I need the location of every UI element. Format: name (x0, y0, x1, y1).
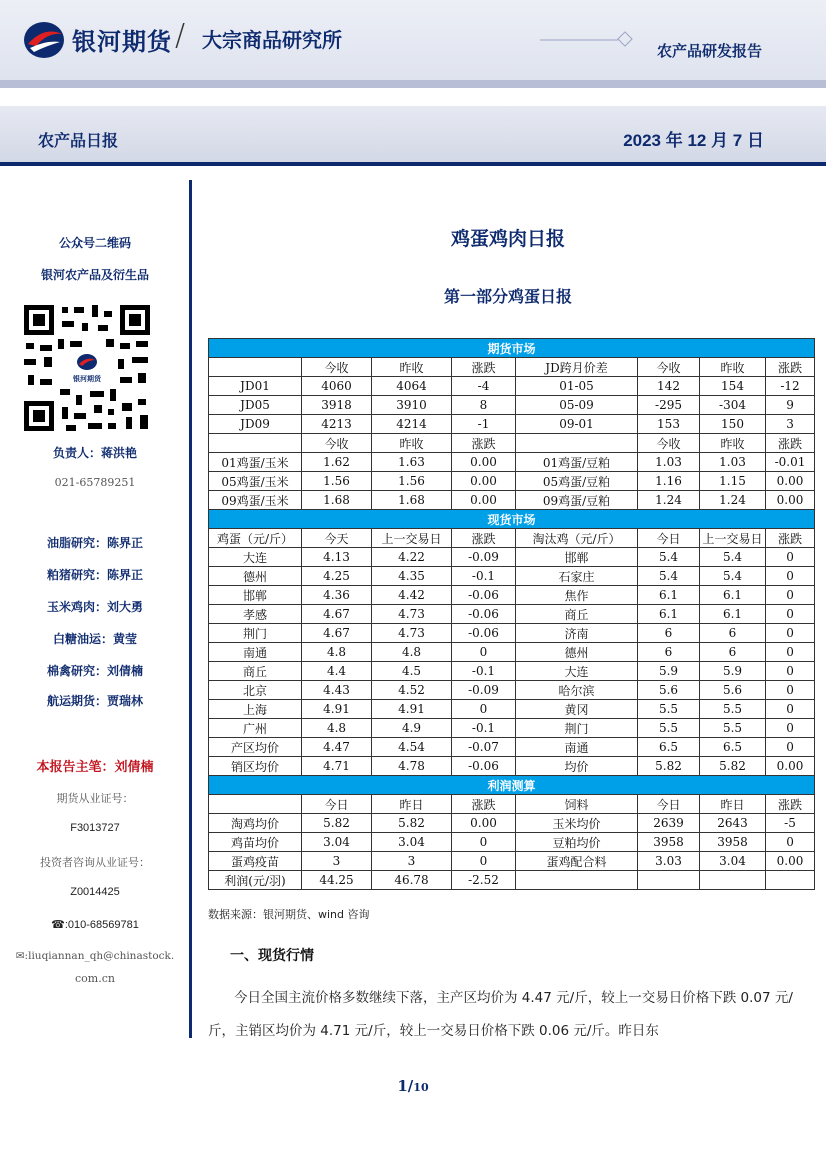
table-cell: 4.43 (302, 681, 372, 700)
table-cell: 6 (638, 643, 700, 662)
table-row (209, 453, 815, 472)
email-line-1: ✉:liuqiannan_qh@chinastock. (15, 950, 175, 962)
researcher-shipping-futures: 航运期货：贾瑞林 (46, 694, 143, 708)
table-cell: 邯郸 (516, 548, 638, 567)
table-cell: 南通 (209, 643, 302, 662)
table-cell: 0 (452, 643, 516, 662)
qr-subtitle: 银河农产品及衍生品 (40, 268, 149, 282)
table-cell: 6.1 (638, 586, 700, 605)
table-cell: 3.04 (372, 833, 452, 852)
researcher-sugar-shipping: 白糖油运：黄莹 (52, 632, 137, 646)
table-cell: 1.24 (700, 491, 766, 510)
table-cell: -0.01 (766, 453, 815, 472)
license-number: F3013727 (70, 822, 120, 834)
table-row (209, 548, 815, 567)
researcher-meal-hog: 粕猪研究：陈界正 (46, 568, 143, 582)
advisor-license-number: Z0014425 (70, 886, 120, 898)
table-cell: 济南 (516, 624, 638, 643)
table-cell: 05-09 (516, 396, 638, 415)
table-cell: 09鸡蛋/豆粕 (516, 491, 638, 510)
table-cell: 涨跌 (452, 434, 516, 453)
table-cell: 黄冈 (516, 700, 638, 719)
table-cell: 南通 (516, 738, 638, 757)
company-name: 银河期货 (72, 28, 172, 56)
table-row (209, 567, 815, 586)
table-row (209, 833, 815, 852)
table-cell: 1.62 (302, 453, 372, 472)
page-total: 10 (413, 1081, 429, 1094)
qr-code-icon (22, 303, 152, 433)
researcher-corn-chicken: 玉米鸡肉：刘大勇 (46, 600, 143, 614)
table-cell: 4060 (302, 377, 372, 396)
table-cell: 1.24 (638, 491, 700, 510)
table-cell: 涨跌 (452, 358, 516, 377)
table-row (209, 415, 815, 434)
table-row (209, 738, 815, 757)
table-cell: -0.09 (452, 548, 516, 567)
table-cell: 涨跌 (766, 795, 815, 814)
table-cell: 4.5 (372, 662, 452, 681)
table-cell: 今收 (302, 358, 372, 377)
table-cell: 涨跌 (766, 358, 815, 377)
table-cell: 上一交易日 (372, 529, 452, 548)
table-section-header: 现货市场 (209, 510, 815, 529)
table-cell: 0.00 (452, 453, 516, 472)
table-cell: 商丘 (209, 662, 302, 681)
table-cell: 今收 (638, 434, 700, 453)
table-cell: -4 (452, 377, 516, 396)
report-author: 本报告主笔：刘倩楠 (36, 760, 154, 775)
table-cell: 1.03 (700, 453, 766, 472)
table-cell: 北京 (209, 681, 302, 700)
table-cell: -0.06 (452, 624, 516, 643)
table-cell: 4.73 (372, 624, 452, 643)
data-source: 数据来源：银河期货、wind 咨询 (208, 908, 370, 921)
table-cell: 0 (766, 567, 815, 586)
table-cell: -295 (638, 396, 700, 415)
logo-divider: / (175, 18, 186, 53)
table-cell: 蛋鸡配合料 (516, 852, 638, 871)
table-cell: 1.15 (700, 472, 766, 491)
table-section-row (209, 510, 815, 529)
responsible-person: 负责人：蒋洪艳 (52, 446, 137, 460)
advisor-license-label: 投资者咨询从业证号： (40, 856, 150, 869)
table-cell: 今日 (302, 795, 372, 814)
table-cell: 5.4 (638, 567, 700, 586)
table-section-header: 利润测算 (209, 776, 815, 795)
table-cell: 荆门 (209, 624, 302, 643)
table-cell: 利润(元/羽) (209, 871, 302, 890)
table-cell: JD05 (209, 396, 302, 415)
qr-title: 公众号二维码 (58, 236, 131, 250)
table-cell: -0.06 (452, 586, 516, 605)
table-cell: JD01 (209, 377, 302, 396)
table-cell: 0 (452, 700, 516, 719)
header-divider (0, 80, 826, 88)
table-cell: -1 (452, 415, 516, 434)
table-cell: 4.67 (302, 605, 372, 624)
section-title: 第一部分鸡蛋日报 (443, 287, 572, 306)
table-cell: 昨收 (700, 434, 766, 453)
researcher-oils: 油脂研究：陈界正 (46, 536, 143, 550)
table-row (209, 700, 815, 719)
table-cell: 5.5 (700, 700, 766, 719)
table-cell: 1.68 (302, 491, 372, 510)
table-cell: -12 (766, 377, 815, 396)
table-cell: -5 (766, 814, 815, 833)
report-name: 农产品日报 (38, 131, 119, 150)
table-cell: 0 (766, 643, 815, 662)
table-cell: 产区均价 (209, 738, 302, 757)
table-cell: 44.25 (302, 871, 372, 890)
table-cell: 0.00 (452, 472, 516, 491)
table-cell: 4.13 (302, 548, 372, 567)
table-cell: 3.04 (302, 833, 372, 852)
table-cell: -0.06 (452, 757, 516, 776)
table-cell: 昨收 (700, 358, 766, 377)
table-row (209, 795, 815, 814)
table-cell: 昨收 (372, 434, 452, 453)
institute-name: 大宗商品研究所 (202, 28, 342, 52)
table-cell: 5.5 (700, 719, 766, 738)
page-header (0, 0, 826, 80)
table-cell: 蛋鸡疫苗 (209, 852, 302, 871)
table-cell: 1.56 (302, 472, 372, 491)
table-cell: 0 (766, 681, 815, 700)
table-row (209, 757, 815, 776)
table-cell: 0 (766, 700, 815, 719)
table-row (209, 643, 815, 662)
table-cell: 5.6 (700, 681, 766, 700)
table-cell: 01鸡蛋/豆粕 (516, 453, 638, 472)
table-cell: 大连 (516, 662, 638, 681)
table-cell: JD09 (209, 415, 302, 434)
table-cell (700, 871, 766, 890)
table-cell: 6 (700, 643, 766, 662)
table-cell: 5.5 (638, 700, 700, 719)
table-cell: 8 (452, 396, 516, 415)
table-section-row (209, 339, 815, 358)
page-number (0, 1077, 826, 1095)
table-row (209, 396, 815, 415)
table-cell: 4.8 (302, 643, 372, 662)
section-heading: 一、现货行情 (230, 948, 314, 964)
table-cell: 商丘 (516, 605, 638, 624)
body-paragraph: 今日全国主流价格多数继续下落，主产区均价为 4.47 元/斤，较上一交易日价格下跌 0.07 元/斤，主销区均价为 4.71 元/斤，较上一交易日价格下跌 0.06 元/斤。昨日东 (208, 990, 793, 1039)
table-cell: 05鸡蛋/玉米 (209, 472, 302, 491)
table-cell: 0 (766, 833, 815, 852)
table-cell: 4.47 (302, 738, 372, 757)
table-cell: 5.9 (700, 662, 766, 681)
table-cell: 荆门 (516, 719, 638, 738)
table-cell: 今收 (638, 358, 700, 377)
table-cell: 4214 (372, 415, 452, 434)
table-section-row (209, 776, 815, 795)
table-cell: 豆粕均价 (516, 833, 638, 852)
table-row (209, 377, 815, 396)
table-cell: 均价 (516, 757, 638, 776)
table-cell: 4064 (372, 377, 452, 396)
table-cell: 4.54 (372, 738, 452, 757)
table-cell: 3958 (638, 833, 700, 852)
table-cell: 今收 (302, 434, 372, 453)
table-cell: 6 (638, 624, 700, 643)
table-cell: 0 (766, 605, 815, 624)
table-cell: -304 (700, 396, 766, 415)
table-cell (766, 871, 815, 890)
table-cell: 0.00 (766, 757, 815, 776)
table-cell: 4.78 (372, 757, 452, 776)
table-cell: 6.5 (638, 738, 700, 757)
table-cell: 涨跌 (452, 795, 516, 814)
table-cell: 09鸡蛋/玉米 (209, 491, 302, 510)
table-cell: 142 (638, 377, 700, 396)
table-cell: 4.22 (372, 548, 452, 567)
table-cell: 4.91 (302, 700, 372, 719)
table-cell: 6.1 (700, 605, 766, 624)
table-cell: 3910 (372, 396, 452, 415)
table-cell: JD跨月价差 (516, 358, 638, 377)
table-cell: 上海 (209, 700, 302, 719)
table-cell: 上一交易日 (700, 529, 766, 548)
table-row (209, 605, 815, 624)
table-cell: 1.03 (638, 453, 700, 472)
table-cell: 5.82 (302, 814, 372, 833)
table-cell: -2.52 (452, 871, 516, 890)
table-cell: 0 (766, 719, 815, 738)
table-cell: 淘鸡均价 (209, 814, 302, 833)
table-cell: 昨日 (700, 795, 766, 814)
table-cell: 0.00 (766, 491, 815, 510)
table-cell (209, 434, 302, 453)
table-cell: 鸡蛋（元/斤） (209, 529, 302, 548)
table-cell: 邯郸 (209, 586, 302, 605)
table-cell: 4.25 (302, 567, 372, 586)
table-row (209, 681, 815, 700)
table-cell: 孝感 (209, 605, 302, 624)
table-cell: 4.73 (372, 605, 452, 624)
table-cell: 3.04 (700, 852, 766, 871)
table-cell: -0.09 (452, 681, 516, 700)
table-cell: -0.1 (452, 719, 516, 738)
table-row (209, 586, 815, 605)
table-cell: 今天 (302, 529, 372, 548)
table-cell: 0 (766, 738, 815, 757)
table-cell: 4.71 (302, 757, 372, 776)
page-current: 1/ (397, 1077, 414, 1095)
table-row (209, 472, 815, 491)
table-cell: 3958 (700, 833, 766, 852)
table-cell: 3 (766, 415, 815, 434)
table-cell: 0 (766, 662, 815, 681)
table-cell: 玉米均价 (516, 814, 638, 833)
table-cell: 5.4 (638, 548, 700, 567)
table-row (209, 719, 815, 738)
table-cell: 销区均价 (209, 757, 302, 776)
table-cell: 哈尔滨 (516, 681, 638, 700)
table-cell (516, 434, 638, 453)
table-cell: 鸡苗均价 (209, 833, 302, 852)
license-label: 期货从业证号： (56, 792, 134, 805)
table-cell: 广州 (209, 719, 302, 738)
table-cell: 0 (452, 833, 516, 852)
table-row (209, 852, 815, 871)
table-cell: 4213 (302, 415, 372, 434)
table-row (209, 871, 815, 890)
table-cell: 涨跌 (766, 529, 815, 548)
table-cell: 昨收 (372, 358, 452, 377)
table-cell: 涨跌 (452, 529, 516, 548)
table-cell: 昨日 (372, 795, 452, 814)
table-cell: 01鸡蛋/玉米 (209, 453, 302, 472)
table-row (209, 662, 815, 681)
galaxy-logo-icon (22, 20, 66, 60)
table-cell: 3 (372, 852, 452, 871)
table-row (209, 814, 815, 833)
telephone: ☎:010-68569781 (51, 919, 139, 931)
report-date: 2023 年 12 月 7 日 (623, 131, 764, 150)
table-cell: 5.4 (700, 567, 766, 586)
email-line-2: com.cn (75, 972, 115, 985)
table-cell: 焦作 (516, 586, 638, 605)
table-cell: 4.42 (372, 586, 452, 605)
qr-center-label: 银河期货 (73, 375, 101, 383)
table-cell (209, 795, 302, 814)
table-cell: 涨跌 (766, 434, 815, 453)
table-row (209, 358, 815, 377)
table-cell: 4.67 (302, 624, 372, 643)
table-cell (209, 358, 302, 377)
table-cell: 0.00 (452, 491, 516, 510)
table-cell: -0.06 (452, 605, 516, 624)
table-row (209, 624, 815, 643)
table-cell: 5.82 (372, 814, 452, 833)
table-cell: 4.52 (372, 681, 452, 700)
table-cell: -0.1 (452, 567, 516, 586)
title-band-underline (0, 162, 826, 166)
table-cell: 1.56 (372, 472, 452, 491)
table-cell: 淘汰鸡（元/斤） (516, 529, 638, 548)
table-cell: 3.03 (638, 852, 700, 871)
table-cell: 4.91 (372, 700, 452, 719)
researcher-cotton-poultry: 棉禽研究：刘倩楠 (46, 664, 143, 678)
table-cell: 今日 (638, 529, 700, 548)
table-cell: 9 (766, 396, 815, 415)
table-cell: 46.78 (372, 871, 452, 890)
table-row (209, 434, 815, 453)
table-cell: 6.1 (700, 586, 766, 605)
table-cell: 150 (700, 415, 766, 434)
table-cell: -0.1 (452, 662, 516, 681)
table-cell: 5.4 (700, 548, 766, 567)
table-cell: 1.68 (372, 491, 452, 510)
table-cell: -0.07 (452, 738, 516, 757)
table-cell: 4.4 (302, 662, 372, 681)
table-cell: 今日 (638, 795, 700, 814)
table-cell: 153 (638, 415, 700, 434)
phone-number: 021-65789251 (54, 476, 136, 489)
table-cell: 1.16 (638, 472, 700, 491)
table-cell: 0 (452, 852, 516, 871)
table-row (209, 491, 815, 510)
table-cell: 饲料 (516, 795, 638, 814)
table-cell: 0 (766, 624, 815, 643)
table-cell (638, 871, 700, 890)
table-row (209, 529, 815, 548)
table-cell: 5.9 (638, 662, 700, 681)
table-cell: 5.5 (638, 719, 700, 738)
egg-data-table (208, 338, 815, 890)
page-title: 鸡蛋鸡肉日报 (450, 228, 565, 250)
table-cell: 154 (700, 377, 766, 396)
table-cell: 4.8 (372, 643, 452, 662)
table-cell: 6 (700, 624, 766, 643)
table-cell: 3918 (302, 396, 372, 415)
table-cell: 09-01 (516, 415, 638, 434)
table-cell: 0 (766, 586, 815, 605)
table-cell: 2639 (638, 814, 700, 833)
table-section-header: 期货市场 (209, 339, 815, 358)
header-decoration-icon (540, 30, 640, 50)
table-cell: 6.5 (700, 738, 766, 757)
table-cell: 0 (766, 548, 815, 567)
table-cell: 德州 (209, 567, 302, 586)
table-cell: 5.82 (638, 757, 700, 776)
table-cell: 0.00 (766, 852, 815, 871)
table-cell: 大连 (209, 548, 302, 567)
table-cell: 05鸡蛋/豆粕 (516, 472, 638, 491)
table-cell: 石家庄 (516, 567, 638, 586)
table-cell: 1.63 (372, 453, 452, 472)
table-cell: 4.36 (302, 586, 372, 605)
table-cell: 3 (302, 852, 372, 871)
table-cell: 5.6 (638, 681, 700, 700)
table-cell: 6.1 (638, 605, 700, 624)
table-cell: 德州 (516, 643, 638, 662)
table-cell: 01-05 (516, 377, 638, 396)
table-cell: 0.00 (766, 472, 815, 491)
table-cell: 2643 (700, 814, 766, 833)
table-cell: 4.9 (372, 719, 452, 738)
table-cell: 0.00 (452, 814, 516, 833)
table-cell: 4.8 (302, 719, 372, 738)
report-type: 农产品研发报告 (656, 42, 762, 60)
table-cell: 4.35 (372, 567, 452, 586)
table-cell (516, 871, 638, 890)
table-cell: 5.82 (700, 757, 766, 776)
